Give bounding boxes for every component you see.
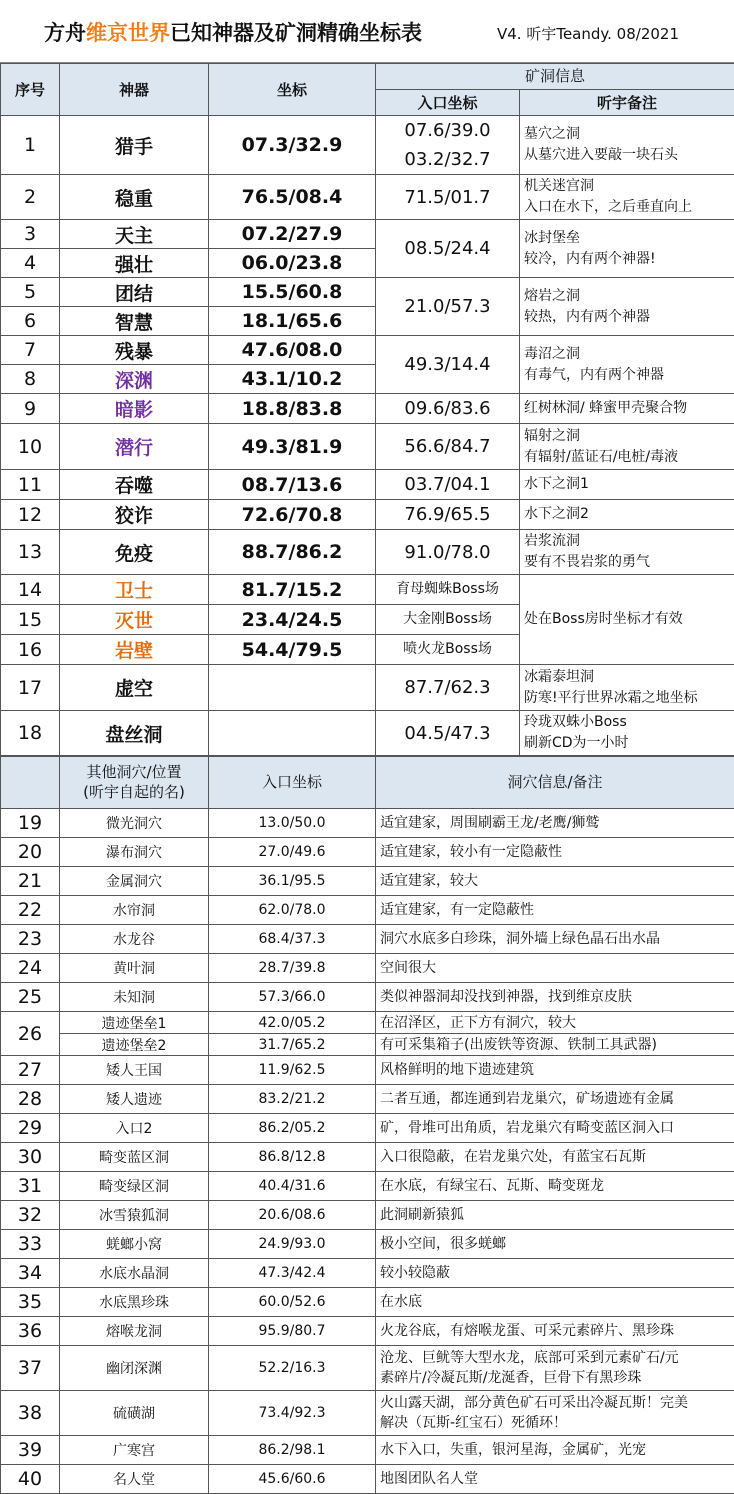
cave-info: 适宜建家，有一定隐蔽性 xyxy=(376,896,734,925)
cave-no: 35 xyxy=(1,1288,60,1317)
cave-note xyxy=(520,336,734,394)
artifact-coord xyxy=(209,665,376,711)
artifact-coord: 43.1/10.2 xyxy=(209,365,376,394)
cave-note: 处在Boss房时坐标才有效 xyxy=(520,575,734,665)
cave-name: 蜣螂小窝 xyxy=(60,1230,209,1259)
cave-info xyxy=(376,1391,734,1436)
artifact-name: 稳重 xyxy=(60,175,209,220)
note-line: 防寒!平行世界冰霜之地坐标 xyxy=(524,688,734,709)
cave-info: 火龙谷底，有熔喉龙蛋、可采元素碎片、黑珍珠 xyxy=(376,1317,734,1346)
artifact-no: 6 xyxy=(1,307,60,336)
cave-no: 38 xyxy=(1,1391,60,1436)
cave-no: 36 xyxy=(1,1317,60,1346)
cave-name: 熔喉龙洞 xyxy=(60,1317,209,1346)
cave-coord: 57.3/66.0 xyxy=(209,983,376,1012)
cave-no: 26 xyxy=(1,1012,60,1056)
cave-info xyxy=(376,1346,734,1391)
note-line: 要有不畏岩浆的勇气 xyxy=(524,552,734,573)
cave-note: 水下之洞2 xyxy=(520,500,734,530)
note-line: 较热，内有两个神器 xyxy=(524,307,734,328)
note-line: 冰封堡垒 xyxy=(524,228,734,249)
cave-entrance: 大金刚Boss场 xyxy=(376,605,520,635)
cave-name: 畸变蓝区洞 xyxy=(60,1143,209,1172)
cave-no: 30 xyxy=(1,1143,60,1172)
artifact-name: 卫士 xyxy=(60,575,209,605)
artifact-name: 猎手 xyxy=(60,116,209,175)
artifact-no: 18 xyxy=(1,711,60,756)
cave-name: 广寒宫 xyxy=(60,1436,209,1465)
cave-info: 适宜建家，较小有一定隐蔽性 xyxy=(376,838,734,867)
cave-name: 硫磺湖 xyxy=(60,1391,209,1436)
cave-coord: 42.0/05.2 xyxy=(209,1012,376,1034)
cave-name: 畸变绿区洞 xyxy=(60,1172,209,1201)
cave-name: 遗迹堡垒1 xyxy=(60,1012,209,1034)
note-line: 素碎片/冷凝瓦斯/龙涎香，巨骨下有黑珍珠 xyxy=(380,1368,734,1388)
note-line: 岩浆流洞 xyxy=(524,531,734,552)
artifact-name: 虚空 xyxy=(60,665,209,711)
note-line: 入口在水下，之后垂直向上 xyxy=(524,197,734,218)
artifact-coord: 23.4/24.5 xyxy=(209,605,376,635)
cave-entrance: 76.9/65.5 xyxy=(376,500,520,530)
note-line: 辐射之洞 xyxy=(524,426,734,447)
cave-name: 微光洞穴 xyxy=(60,809,209,838)
cave-coord: 31.7/65.2 xyxy=(209,1034,376,1056)
cave-info: 在水底 xyxy=(376,1288,734,1317)
artifact-coord: 72.6/70.8 xyxy=(209,500,376,530)
cave-entrance: 04.5/47.3 xyxy=(376,711,520,756)
cave-coord: 27.0/49.6 xyxy=(209,838,376,867)
cave-no: 19 xyxy=(1,809,60,838)
cave-coord: 86.2/98.1 xyxy=(209,1436,376,1465)
cave-info: 风格鲜明的地下遗迹建筑 xyxy=(376,1056,734,1085)
cave-coord: 24.9/93.0 xyxy=(209,1230,376,1259)
cave-coord: 62.0/78.0 xyxy=(209,896,376,925)
cave-no: 28 xyxy=(1,1085,60,1114)
artifact-name: 团结 xyxy=(60,278,209,307)
cave-no: 29 xyxy=(1,1114,60,1143)
artifact-coord: 06.0/23.8 xyxy=(209,249,376,278)
artifact-no: 1 xyxy=(1,116,60,175)
cave-note xyxy=(520,278,734,336)
cave-name: 水底水晶洞 xyxy=(60,1259,209,1288)
cave-info: 较小较隐蔽 xyxy=(376,1259,734,1288)
cave-coord: 68.4/37.3 xyxy=(209,925,376,954)
cave-no: 40 xyxy=(1,1465,60,1494)
artifact-no: 12 xyxy=(1,500,60,530)
cave-info: 在沼泽区，正下方有洞穴，较大 xyxy=(376,1012,734,1034)
cave-info: 适宜建家，周围刷霸王龙/老鹰/狮鹫 xyxy=(376,809,734,838)
version-label: V4. 听宇Teandy. 08/2021 xyxy=(497,23,679,44)
artifact-coord: 18.1/65.6 xyxy=(209,307,376,336)
note-line: 墓穴之洞 xyxy=(524,124,734,145)
artifact-no: 11 xyxy=(1,470,60,500)
cave-name: 水底黑珍珠 xyxy=(60,1288,209,1317)
cave-coord: 36.1/95.5 xyxy=(209,867,376,896)
cave-name: 幽闭深渊 xyxy=(60,1346,209,1391)
cave-note: 红树林洞/ 蜂蜜甲壳聚合物 xyxy=(520,394,734,424)
artifact-no: 16 xyxy=(1,635,60,665)
cave-note xyxy=(520,665,734,711)
cave-name: 金属洞穴 xyxy=(60,867,209,896)
entrance-line: 07.6/39.0 xyxy=(376,116,519,145)
cave-name: 未知洞 xyxy=(60,983,209,1012)
artifact-coord: 49.3/81.9 xyxy=(209,424,376,470)
cave-coord: 13.0/50.0 xyxy=(209,809,376,838)
cave-coord: 40.4/31.6 xyxy=(209,1172,376,1201)
cave-info: 洞穴水底多白珍珠，洞外墙上绿色晶石出水晶 xyxy=(376,925,734,954)
note-line: 较冷，内有两个神器! xyxy=(524,249,734,270)
cave-info: 适宜建家，较大 xyxy=(376,867,734,896)
title-highlight: 维京世界 xyxy=(86,21,170,45)
cave-info: 水下入口，失重，银河星海，金属矿，光宠 xyxy=(376,1436,734,1465)
cave-no: 37 xyxy=(1,1346,60,1391)
cave-note: 水下之洞1 xyxy=(520,470,734,500)
cave-entrance: 71.5/01.7 xyxy=(376,175,520,220)
note-line: 沧龙、巨鱿等大型水龙，底部可采到元素矿石/元 xyxy=(380,1348,734,1368)
artifact-no: 7 xyxy=(1,336,60,365)
entrance-line: 03.2/32.7 xyxy=(376,145,519,174)
cave-info: 二者互通，都连通到岩龙巢穴，矿场遗迹有金属 xyxy=(376,1085,734,1114)
cave-name: 水帘洞 xyxy=(60,896,209,925)
cave-info: 地图团队名人堂 xyxy=(376,1465,734,1494)
cave-no: 31 xyxy=(1,1172,60,1201)
note-line: 毒沼之洞 xyxy=(524,344,734,365)
cave-entrance: 喷火龙Boss场 xyxy=(376,635,520,665)
header-artifact: 神器 xyxy=(60,64,209,116)
cave-name: 黄叶洞 xyxy=(60,954,209,983)
artifact-name: 残暴 xyxy=(60,336,209,365)
cave-name: 名人堂 xyxy=(60,1465,209,1494)
header-note: 听宇备注 xyxy=(520,90,734,116)
cave-no: 21 xyxy=(1,867,60,896)
cave-entrance: 09.6/83.6 xyxy=(376,394,520,424)
artifact-no: 14 xyxy=(1,575,60,605)
cave-coord: 52.2/16.3 xyxy=(209,1346,376,1391)
cave-coord: 60.0/52.6 xyxy=(209,1288,376,1317)
cave-info: 极小空间，很多蜣螂 xyxy=(376,1230,734,1259)
cave-no: 23 xyxy=(1,925,60,954)
cave-coord: 73.4/92.3 xyxy=(209,1391,376,1436)
artifact-coord: 81.7/15.2 xyxy=(209,575,376,605)
artifact-name: 盘丝洞 xyxy=(60,711,209,756)
artifact-no: 15 xyxy=(1,605,60,635)
note-line: 解决（瓦斯-红宝石）死循环！ xyxy=(380,1413,734,1433)
cave-note xyxy=(520,424,734,470)
cave-coord: 95.9/80.7 xyxy=(209,1317,376,1346)
cave-info: 类似神器洞却没找到神器，找到维京皮肤 xyxy=(376,983,734,1012)
cave-info: 空间很大 xyxy=(376,954,734,983)
title-bar xyxy=(0,0,734,63)
artifact-coord xyxy=(209,711,376,756)
artifact-coord: 76.5/08.4 xyxy=(209,175,376,220)
artifact-name: 暗影 xyxy=(60,394,209,424)
header-cave-info: 矿洞信息 xyxy=(376,64,734,90)
cave-entrance: 56.6/84.7 xyxy=(376,424,520,470)
cave-note xyxy=(520,530,734,575)
cave-entrance: 育母蜘蛛Boss场 xyxy=(376,575,520,605)
cave-coord: 28.7/39.8 xyxy=(209,954,376,983)
artifact-name: 深渊 xyxy=(60,365,209,394)
other-caves-table xyxy=(0,756,734,1494)
cave-entrance: 49.3/14.4 xyxy=(376,336,520,394)
cave-entrance: 87.7/62.3 xyxy=(376,665,520,711)
artifact-no: 13 xyxy=(1,530,60,575)
cave-name: 入口2 xyxy=(60,1114,209,1143)
artifact-coord: 88.7/86.2 xyxy=(209,530,376,575)
cave-coord: 86.2/05.2 xyxy=(209,1114,376,1143)
artifact-no: 3 xyxy=(1,220,60,249)
cave-coord: 45.6/60.6 xyxy=(209,1465,376,1494)
cave-name: 遗迹堡垒2 xyxy=(60,1034,209,1056)
artifact-coord: 18.8/83.8 xyxy=(209,394,376,424)
artifact-no: 8 xyxy=(1,365,60,394)
artifact-coord: 07.3/32.9 xyxy=(209,116,376,175)
cave-no: 27 xyxy=(1,1056,60,1085)
artifact-name: 吞噬 xyxy=(60,470,209,500)
cave-no: 33 xyxy=(1,1230,60,1259)
artifact-no: 10 xyxy=(1,424,60,470)
header-place-line: 其他洞穴/位置 xyxy=(60,763,208,783)
cave-info: 有可采集箱子(出废铁等资源、铁制工具武器) xyxy=(376,1034,734,1056)
cave-note xyxy=(520,711,734,756)
cave-name: 水龙谷 xyxy=(60,925,209,954)
cave-name: 瀑布洞穴 xyxy=(60,838,209,867)
cave-note xyxy=(520,220,734,278)
header-place xyxy=(60,757,209,809)
cave-coord: 83.2/21.2 xyxy=(209,1085,376,1114)
note-line: 玲珑双蛛小Boss xyxy=(524,712,734,733)
cave-info: 此洞刷新猿狐 xyxy=(376,1201,734,1230)
title-prefix: 方舟 xyxy=(44,21,86,45)
artifact-name: 天主 xyxy=(60,220,209,249)
artifact-no: 17 xyxy=(1,665,60,711)
cave-no: 25 xyxy=(1,983,60,1012)
cave-info: 矿，骨堆可出角质，岩龙巢穴有畸变蓝区洞入口 xyxy=(376,1114,734,1143)
cave-no: 24 xyxy=(1,954,60,983)
page-title xyxy=(44,17,422,47)
header-coord: 坐标 xyxy=(209,64,376,116)
cave-note xyxy=(520,116,734,175)
artifact-name: 免疫 xyxy=(60,530,209,575)
cave-info: 在水底，有绿宝石、瓦斯、畸变斑龙 xyxy=(376,1172,734,1201)
note-line: 熔岩之洞 xyxy=(524,286,734,307)
artifact-no: 4 xyxy=(1,249,60,278)
cave-note xyxy=(520,175,734,220)
artifact-no: 2 xyxy=(1,175,60,220)
artifact-name: 潜行 xyxy=(60,424,209,470)
cave-no: 22 xyxy=(1,896,60,925)
artifact-table xyxy=(0,63,734,756)
header-place-line: (听宇自起的名) xyxy=(60,783,208,803)
note-line: 有辐射/蓝证石/电桩/毒液 xyxy=(524,447,734,468)
cave-coord: 20.6/08.6 xyxy=(209,1201,376,1230)
cave-coord: 86.8/12.8 xyxy=(209,1143,376,1172)
note-line: 从墓穴进入要敲一块石头 xyxy=(524,145,734,166)
cave-coord: 11.9/62.5 xyxy=(209,1056,376,1085)
cave-entrance: 03.7/04.1 xyxy=(376,470,520,500)
artifact-coord: 54.4/79.5 xyxy=(209,635,376,665)
artifact-coord: 15.5/60.8 xyxy=(209,278,376,307)
note-line: 火山露天湖，部分黄色矿石可采出冷凝瓦斯！完美 xyxy=(380,1393,734,1413)
cave-name: 矮人王国 xyxy=(60,1056,209,1085)
cave-coord: 47.3/42.4 xyxy=(209,1259,376,1288)
artifact-no: 5 xyxy=(1,278,60,307)
title-suffix: 已知神器及矿洞精确坐标表 xyxy=(170,21,422,45)
artifact-name: 灭世 xyxy=(60,605,209,635)
header-blank xyxy=(1,757,60,809)
artifact-name: 强壮 xyxy=(60,249,209,278)
header-entrance: 入口坐标 xyxy=(376,90,520,116)
note-line: 机关迷宫洞 xyxy=(524,176,734,197)
note-line: 有毒气，内有两个神器 xyxy=(524,365,734,386)
artifact-name: 狡诈 xyxy=(60,500,209,530)
note-line: 冰霜泰坦洞 xyxy=(524,667,734,688)
cave-no: 20 xyxy=(1,838,60,867)
cave-name: 冰雪猿狐洞 xyxy=(60,1201,209,1230)
cave-no: 32 xyxy=(1,1201,60,1230)
cave-info: 入口很隐蔽，在岩龙巢穴处，有蓝宝石瓦斯 xyxy=(376,1143,734,1172)
header-no: 序号 xyxy=(1,64,60,116)
header-entrance2: 入口坐标 xyxy=(209,757,376,809)
cave-entrance: 08.5/24.4 xyxy=(376,220,520,278)
artifact-no: 9 xyxy=(1,394,60,424)
artifact-name: 岩壁 xyxy=(60,635,209,665)
cave-no: 34 xyxy=(1,1259,60,1288)
artifact-coord: 08.7/13.6 xyxy=(209,470,376,500)
cave-entrance xyxy=(376,116,520,175)
header-info: 洞穴信息/备注 xyxy=(376,757,734,809)
artifact-coord: 07.2/27.9 xyxy=(209,220,376,249)
artifact-name: 智慧 xyxy=(60,307,209,336)
cave-name: 矮人遗迹 xyxy=(60,1085,209,1114)
artifact-coord: 47.6/08.0 xyxy=(209,336,376,365)
cave-entrance: 21.0/57.3 xyxy=(376,278,520,336)
cave-no: 39 xyxy=(1,1436,60,1465)
cave-entrance: 91.0/78.0 xyxy=(376,530,520,575)
note-line: 刷新CD为一小时 xyxy=(524,733,734,754)
